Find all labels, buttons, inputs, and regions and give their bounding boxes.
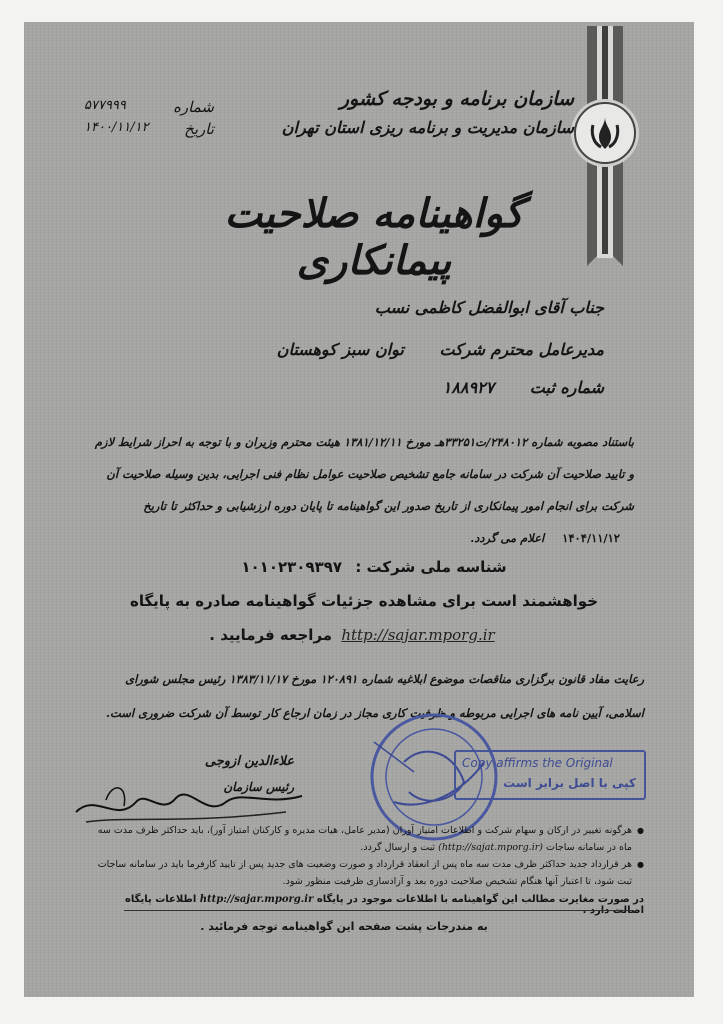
notes-list [94,822,644,890]
number-value: ۵۷۷۹۹۹ [84,98,126,113]
iran-emblem-icon [574,102,636,164]
divider [124,910,634,911]
reference-block [84,98,214,142]
certificate-page [24,22,694,997]
national-id-value: ۱۰۱۰۲۳۰۹۳۹۷ [241,558,343,576]
sajar-link[interactable]: http://sajar.mporg.ir [341,626,495,644]
national-id-label: شناسه ملی شرکت : [355,558,507,576]
recipient-name: جناب آقای ابوالفضل کاظمی نسب [374,298,604,317]
company-line [277,340,604,359]
registration-label: شماره ثبت [529,378,604,397]
org-name-line2: سازمان مدیریت و برنامه ریزی استان تهران [281,118,574,137]
certificate-body [94,426,634,554]
signer-name: علاءالدین ازوجی [204,754,294,769]
valid-until-date: ۱۴۰۴/۱۱/۱۲ [562,531,620,545]
note-item: ● هر قرارداد جدید حداکثر ظرف مدت سه ماه پس از انعقاد قرارداد و صورت وضعیت های جدید پس از تایید کارفرما باید در سامانه ساجات ثبت شود، تا اعتبار آنها هنگام تشخیص صلاحیت دوره بعد و آزادسازی ظرفیت منظور شود. [94,856,644,890]
number-label: شماره [173,98,214,116]
registration-number: ۱۸۸۹۲۷ [442,378,495,397]
date-value: ۱۴۰۰/۱۱/۱۲ [84,120,149,135]
conformity-text-en: Copy affirms the Original [462,756,613,770]
national-id-line [154,558,594,576]
warning-line: در صورت مغایرت مطالب این گواهینامه با اطلاعات موجود در پایگاه http://sajar.mporg.ir اطلاعات پایگاه اصالت دارد . [124,894,644,916]
warning-link[interactable]: http://sajar.mporg.ir [199,894,314,905]
ceo-label: مدیرعامل محترم شرکت [439,340,604,359]
conformity-text-fa: کپی با اصل برابر است [503,776,636,790]
company-name: توان سبز کوهستان [276,340,404,359]
compliance-paragraph: رعایت مفاد قانون برگزاری مناقصات موضوع ابلاغیه شماره ۱۲۰۸۹۱ مورخ ۱۳۸۳/۱۱/۱۷ رئیس مجلس شورای اسلامی، آیین نامه های اجرایی مربوطه و ظرفیت کاری مجاز در زمان ارجاع کار توسط آن شرکت ضروری است. [105,672,644,720]
conformity-stamp [454,750,646,800]
refer-text: مراجعه فرمایید . [209,626,333,644]
signer-role: رئیس سازمان [223,780,294,794]
date-label: تاریخ [184,120,214,138]
request-line: خواهشمند است برای مشاهده جزئیات گواهینامه صادره به پایگاه [129,592,599,610]
footer-note: به مندرجات پشت صفحه این گواهینامه توجه فرمائید . [200,920,488,933]
certificate-title: گواهینامه صلاحیت پیمانکاری [224,190,524,284]
body-paragraph-end: اعلام می گردد. [470,531,545,545]
org-name-line1: سازمان برنامه و بودجه کشور [339,88,574,110]
body-paragraph: باستناد مصوبه شماره ۲۴۸۰۱۲/ت۳۳۲۵۱هـ مورخ ۱۳۸۱/۱۲/۱۱ هیئت محترم وزیران و با توجه به احراز شرایط لازم و تایید صلاحیت آن شرکت در سامانه جامع تشخیص صلاحیت عوامل نظام فنی اجرایی، بدین وسیله صلاحیت آن شرکت برای انجام امور پیمانکاری از تاریخ صدور این گواهینامه تا پایان دوره ارزشیابی و حداکثر تا تاریخ [94,435,634,513]
note-item: ● هرگونه تغییر در ارکان و سهام شرکت و اطلاعات امتیاز آوران (مدیر عامل، هیات مدیره و کارکنان امتیاز آور)، باید حداکثر ظرف مدت سه ماه در سامانه ساجات (http://sajat.mporg.ir) ثبت و ارسال گردد. [94,822,644,856]
registration-line [443,378,604,397]
refer-line [154,626,554,644]
